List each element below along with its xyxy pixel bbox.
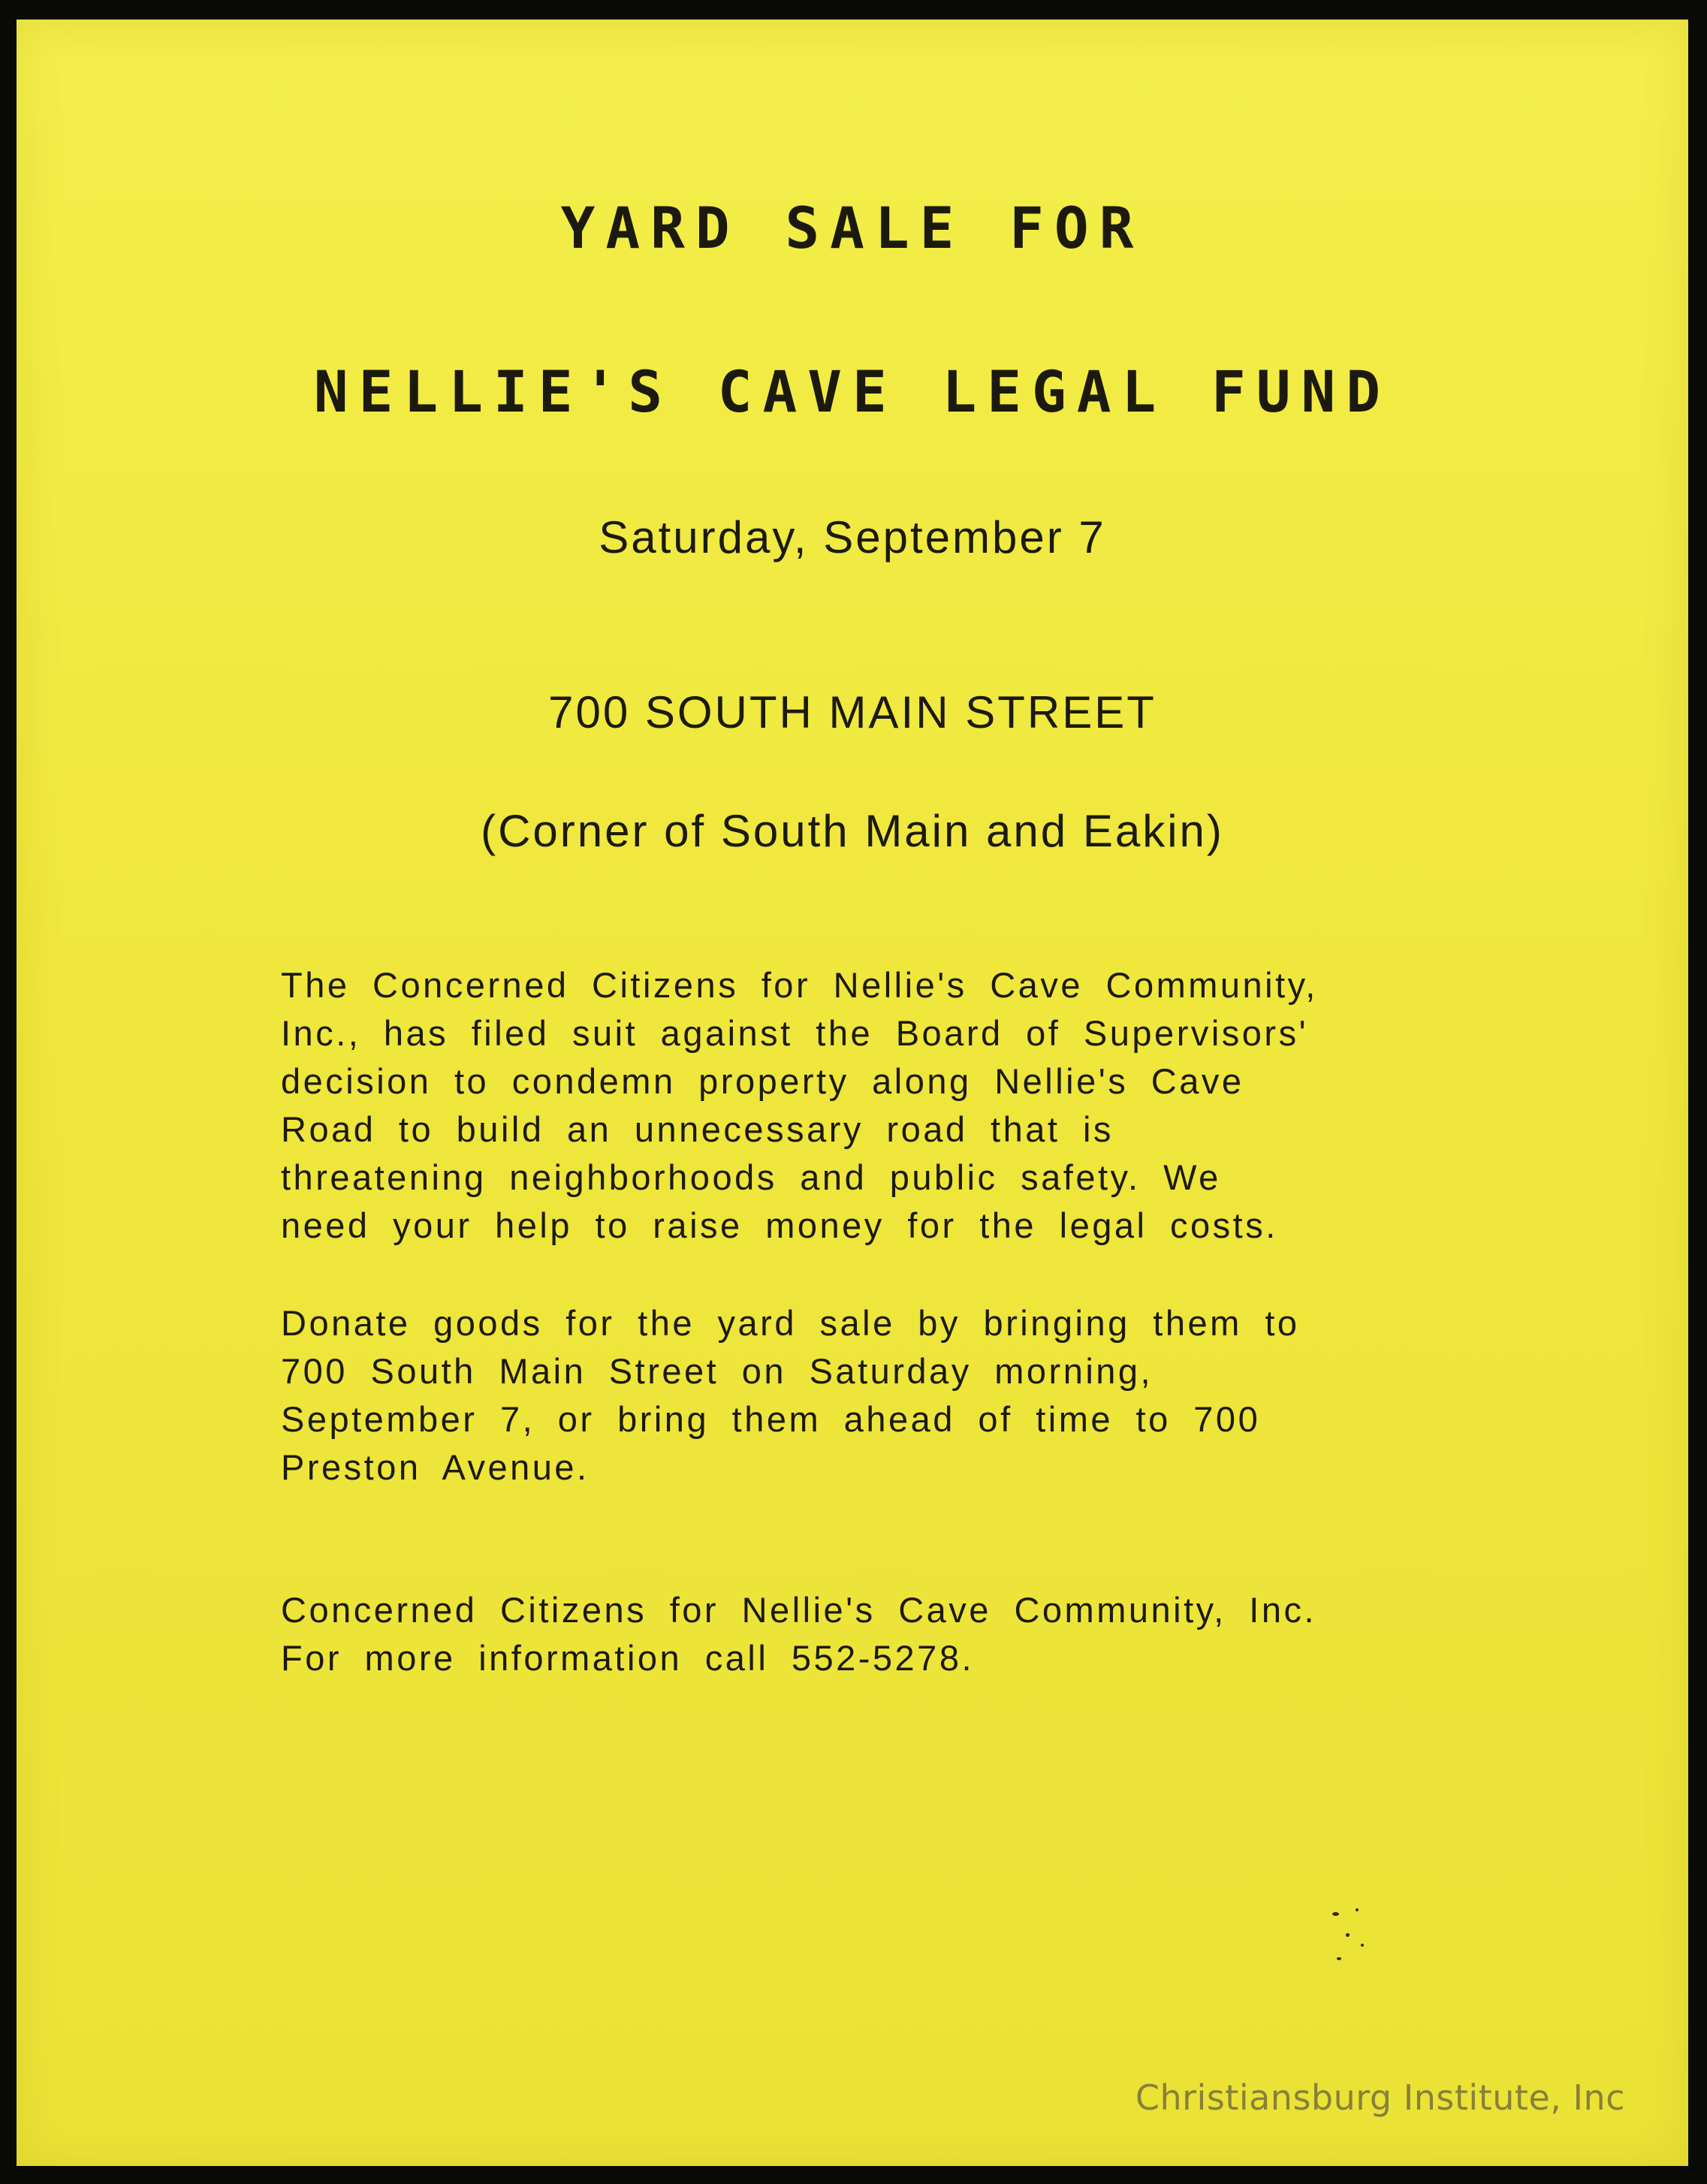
paragraph-line: threatening neighborhoods and public safety. We — [281, 1157, 1221, 1197]
paragraph-line: Preston Avenue. — [281, 1447, 590, 1487]
event-date: Saturday, September 7 — [599, 512, 1106, 563]
paragraph-donate — [281, 1299, 1497, 1492]
watermark-credit: Christiansburg Institute, Inc — [1135, 2077, 1625, 2118]
footer-phone: For more information call 552-5278. — [281, 1638, 975, 1678]
paragraph-line: need your help to raise money for the legal costs. — [281, 1205, 1278, 1245]
paper-speck — [1337, 1957, 1341, 1960]
paper-speck — [1346, 1933, 1350, 1937]
paper-speck — [1332, 1912, 1339, 1916]
paragraph-line: Donate goods for the yard sale by bringing them to — [281, 1303, 1300, 1343]
headline-legal-fund: NELLIE'S CAVE LEGAL FUND — [313, 358, 1392, 425]
event-corner: (Corner of South Main and Eakin) — [481, 806, 1224, 856]
paragraph-line: The Concerned Citizens for Nellie's Cave Community, — [281, 965, 1318, 1005]
footer-organization: Concerned Citizens for Nellie's Cave Community, Inc. — [281, 1590, 1317, 1630]
paragraph-line: decision to condemn property along Nellie's Cave — [281, 1061, 1244, 1101]
paper-speck — [1361, 1944, 1364, 1947]
event-address: 700 SOUTH MAIN STREET — [548, 687, 1157, 738]
paragraph-line: Inc., has filed suit against the Board of Supervisors' — [281, 1013, 1309, 1053]
paragraph-line: Road to build an unnecessary road that is — [281, 1109, 1114, 1149]
paragraph-line: September 7, or bring them ahead of time to 700 — [281, 1399, 1261, 1439]
paragraph-line: 700 South Main Street on Saturday morning, — [281, 1351, 1154, 1391]
footer-contact — [281, 1586, 1497, 1682]
paper-speck — [1356, 1908, 1359, 1911]
paragraph-lawsuit — [281, 961, 1497, 1250]
flyer-paper — [17, 20, 1688, 2166]
headline-yard-sale: YARD SALE FOR — [560, 195, 1145, 261]
